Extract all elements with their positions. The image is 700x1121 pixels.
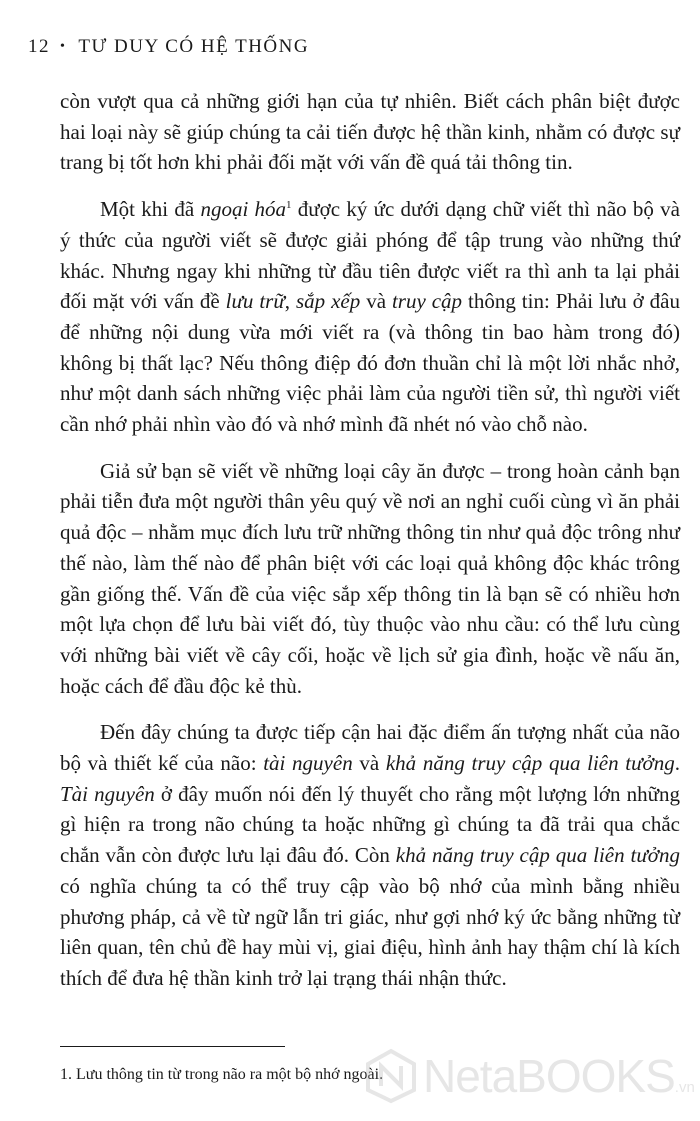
running-header (28, 36, 309, 58)
book-logo-icon (365, 1048, 417, 1104)
body-text (60, 86, 680, 994)
footnote: 1. Lưu thông tin từ trong não ra một bộ nhớ ngoài. (60, 1066, 384, 1083)
p2-text-g: và (360, 289, 392, 314)
p4-italic-associative-access-2: khả năng truy cập qua liên tưởng (395, 843, 680, 868)
page-number: 12 (28, 36, 50, 57)
p2-text-a: Một khi đã (100, 197, 201, 222)
header-bullet: • (60, 39, 67, 54)
p4-text-a: Đến đây chúng ta được tiếp cận hai đặc điểm ấn tượng nhất của não bộ và thiết kế của não: (60, 720, 680, 776)
footnote-divider (60, 1046, 285, 1047)
footnote-reference: 1 (286, 199, 292, 212)
p2-italic-storage: lưu trữ (225, 289, 285, 314)
watermark (365, 1046, 695, 1106)
p2-text-e: , (284, 289, 296, 314)
p2-italic-access: truy cập (391, 289, 463, 314)
p4-italic-resources: tài nguyên (263, 751, 353, 776)
paragraph-3 (60, 456, 680, 702)
p4-italic-resources-2: Tài nguyên (60, 781, 155, 806)
p2-text-i: thông tin: Phải lưu ở đâu để những nội dung vừa mới viết ra (và thông tin bao hàm trong đó) không bị thất lạc? Nếu thông điệp đó đơn thuần chỉ là một lời nhắc nhở, như một danh sách những việc phải làm của người tiền sử, thì người viết cần nhớ phải nhìn vào đó và nhớ mình đã nhét nó vào chỗ nào. (60, 289, 681, 437)
paragraph-1 (60, 86, 680, 178)
p2-italic-arrange: sắp xếp (296, 289, 361, 314)
p2-text-c: được ký ức dưới dạng chữ viết thì não bộ và ý thức của người viết sẽ được giải phóng để tập trung vào những thứ khác. Nhưng ngay khi những từ đầu tiên được viết ra thì anh ta lại phải đối mặt với vấn đề (60, 197, 680, 314)
watermark-suffix: .vn (674, 1079, 695, 1096)
p4-italic-associative-access: khả năng truy cập qua liên tưởng (385, 751, 675, 776)
watermark-brand: NetaBOOKS (423, 1050, 675, 1102)
p2-italic-externalize: ngoại hóa (200, 197, 287, 222)
running-title: TƯ DUY CÓ HỆ THỐNG (78, 36, 310, 57)
paragraph-4 (60, 717, 680, 993)
paragraph-1-text: còn vượt qua cả những giới hạn của tự nhiên. Biết cách phân biệt được hai loại này sẽ giúp chúng ta cải tiến được hệ thần kinh, nhằm có được sự trang bị tốt hơn khi phải đối mặt với vấn đề quá tải thông tin. (60, 89, 680, 175)
p4-text-c: và (352, 751, 386, 776)
p4-text-g: ở đây muốn nói đến lý thuyết cho rằng một lượng lớn những gì hiện ra trong não chúng ta hoặc những gì chúng ta đã trải qua chắc chắn vẫn còn được lưu lại đâu đó. Còn (60, 781, 681, 868)
paragraph-3-text: Giả sử bạn sẽ viết về những loại cây ăn được – trong hoàn cảnh bạn phải tiễn đưa một người thân yêu quý về nơi an nghỉ cuối cùng vì ăn phải quả độc – nhằm mục đích lưu trữ những thông tin như quả độc trông như thế nào, làm thế nào để phân biệt với các loại quả không độc khác trông gần giống thế. Vấn đề của việc sắp xếp thông tin là bạn sẽ có nhiều hơn một lựa chọn để lưu bài viết đó, tùy thuộc vào nhu cầu: có thể lưu cùng với những bài viết về cây cối, hoặc về lịch sử gia đình, hoặc về nấu ăn, hoặc cách để đầu độc kẻ thù. (60, 458, 680, 698)
p4-text-i: có nghĩa chúng ta có thể truy cập vào bộ nhớ của mình bằng nhiều phương pháp, cả về từ ngữ lẫn tri giác, như gợi nhớ ký ức bằng những từ liên quan, tên chủ đề hay mùi vị, giai điệu, hình ảnh hay thậm chí là kích thích để đưa hệ thần kinh trở lại trạng thái nhận thức. (60, 873, 680, 990)
paragraph-2 (60, 194, 680, 440)
p4-text-e: . (674, 751, 680, 776)
